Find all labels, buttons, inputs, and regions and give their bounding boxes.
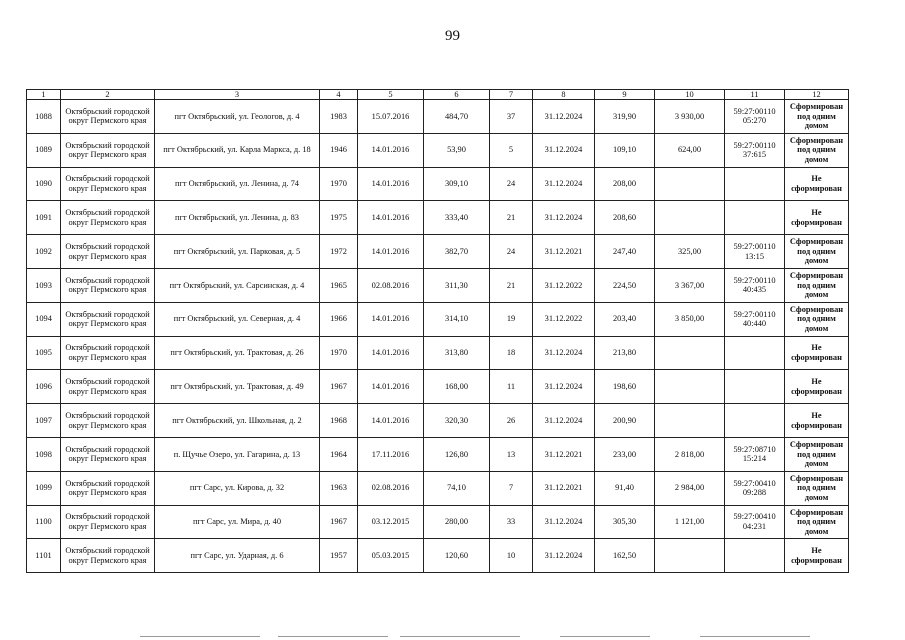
- date: 15.07.2016: [358, 100, 424, 134]
- column-header-7: 7: [490, 90, 533, 100]
- residents: 10: [490, 539, 533, 573]
- municipality: Октябрьский городской округ Пермского края: [61, 471, 155, 505]
- cadastral-number: 59:27:00410 04:231: [725, 505, 785, 539]
- date: 02.08.2016: [358, 471, 424, 505]
- cadastral-number: 59:27:00110 37:615: [725, 133, 785, 167]
- land-area: 624,00: [655, 133, 725, 167]
- land-status: Сформирован под одним домом: [785, 100, 849, 134]
- row-number: 1088: [27, 100, 61, 134]
- table-row: [27, 370, 849, 404]
- area-2: 208,60: [595, 201, 655, 235]
- land-area: [655, 201, 725, 235]
- address: пгт Сарс, ул. Ударная, д. 6: [155, 539, 320, 573]
- table-row: [27, 100, 849, 134]
- table-row: [27, 235, 849, 269]
- land-status: Сформирован под одним домом: [785, 268, 849, 302]
- deadline: 31.12.2024: [533, 100, 595, 134]
- cadastral-number: [725, 336, 785, 370]
- table-body: [27, 100, 849, 573]
- area-2: 224,50: [595, 268, 655, 302]
- area: 168,00: [424, 370, 490, 404]
- row-number: 1097: [27, 404, 61, 438]
- land-status: Сформирован под одним домом: [785, 471, 849, 505]
- date: 02.08.2016: [358, 268, 424, 302]
- deadline: 31.12.2024: [533, 133, 595, 167]
- row-number: 1096: [27, 370, 61, 404]
- year-built: 1968: [320, 404, 358, 438]
- residents: 26: [490, 404, 533, 438]
- address: пгт Октябрьский, ул. Парковая, д. 5: [155, 235, 320, 269]
- land-area: [655, 539, 725, 573]
- date: 05.03.2015: [358, 539, 424, 573]
- table-row: [27, 404, 849, 438]
- address: пгт Сарс, ул. Кирова, д. 32: [155, 471, 320, 505]
- address: п. Щучье Озеро, ул. Гагарина, д. 13: [155, 437, 320, 471]
- residents: 13: [490, 437, 533, 471]
- column-header-8: 8: [533, 90, 595, 100]
- residents: 5: [490, 133, 533, 167]
- municipality: Октябрьский городской округ Пермского края: [61, 235, 155, 269]
- area-2: 203,40: [595, 302, 655, 336]
- row-number: 1098: [27, 437, 61, 471]
- residents: 21: [490, 201, 533, 235]
- residents: 21: [490, 268, 533, 302]
- area-2: 213,80: [595, 336, 655, 370]
- area-2: 233,00: [595, 437, 655, 471]
- land-status: Сформирован под одним домом: [785, 437, 849, 471]
- address: пгт Октябрьский, ул. Школьная, д. 2: [155, 404, 320, 438]
- residents: 24: [490, 235, 533, 269]
- area-2: 319,90: [595, 100, 655, 134]
- year-built: 1970: [320, 167, 358, 201]
- cadastral-number: 59:27:08710 15:214: [725, 437, 785, 471]
- municipality: Октябрьский городской округ Пермского края: [61, 437, 155, 471]
- land-status: Не сформирован: [785, 404, 849, 438]
- area: 320,30: [424, 404, 490, 438]
- date: 14.01.2016: [358, 133, 424, 167]
- column-header-11: 11: [725, 90, 785, 100]
- land-area: 325,00: [655, 235, 725, 269]
- cadastral-number: [725, 167, 785, 201]
- land-area: 1 121,00: [655, 505, 725, 539]
- row-number: 1101: [27, 539, 61, 573]
- table-row: [27, 133, 849, 167]
- municipality: Октябрьский городской округ Пермского края: [61, 505, 155, 539]
- year-built: 1975: [320, 201, 358, 235]
- address: пгт Октябрьский, ул. Геологов, д. 4: [155, 100, 320, 134]
- date: 14.01.2016: [358, 167, 424, 201]
- land-status: Сформирован под одним домом: [785, 302, 849, 336]
- column-header-1: 1: [27, 90, 61, 100]
- area: 382,70: [424, 235, 490, 269]
- table-row: [27, 201, 849, 235]
- cadastral-number: 59:27:00110 40:435: [725, 268, 785, 302]
- column-header-5: 5: [358, 90, 424, 100]
- page-number: 99: [445, 28, 460, 44]
- date: 03.12.2015: [358, 505, 424, 539]
- housing-register-table: [26, 89, 849, 573]
- area-2: 91,40: [595, 471, 655, 505]
- municipality: Октябрьский городской округ Пермского края: [61, 302, 155, 336]
- land-area: [655, 167, 725, 201]
- address: пгт Октябрьский, ул. Карла Маркса, д. 18: [155, 133, 320, 167]
- deadline: 31.12.2024: [533, 370, 595, 404]
- date: 14.01.2016: [358, 302, 424, 336]
- table-row: [27, 437, 849, 471]
- address: пгт Октябрьский, ул. Северная, д. 4: [155, 302, 320, 336]
- area-2: 208,00: [595, 167, 655, 201]
- cadastral-number: 59:27:00110 05:270: [725, 100, 785, 134]
- row-number: 1100: [27, 505, 61, 539]
- cadastral-number: [725, 404, 785, 438]
- date: 14.01.2016: [358, 404, 424, 438]
- area: 126,80: [424, 437, 490, 471]
- area: 120,60: [424, 539, 490, 573]
- municipality: Октябрьский городской округ Пермского края: [61, 539, 155, 573]
- table-row: [27, 268, 849, 302]
- row-number: 1090: [27, 167, 61, 201]
- address: пгт Октябрьский, ул. Ленина, д. 83: [155, 201, 320, 235]
- deadline: 31.12.2021: [533, 471, 595, 505]
- deadline: 31.12.2024: [533, 201, 595, 235]
- area: 313,80: [424, 336, 490, 370]
- area: 309,10: [424, 167, 490, 201]
- address: пгт Октябрьский, ул. Сарсинская, д. 4: [155, 268, 320, 302]
- year-built: 1963: [320, 471, 358, 505]
- land-area: [655, 336, 725, 370]
- date: 17.11.2016: [358, 437, 424, 471]
- cadastral-number: 59:27:00410 09:288: [725, 471, 785, 505]
- date: 14.01.2016: [358, 370, 424, 404]
- land-area: 3 850,00: [655, 302, 725, 336]
- table-row: [27, 302, 849, 336]
- land-status: Сформирован под одним домом: [785, 505, 849, 539]
- area-2: 247,40: [595, 235, 655, 269]
- deadline: 31.12.2021: [533, 437, 595, 471]
- year-built: 1972: [320, 235, 358, 269]
- row-number: 1099: [27, 471, 61, 505]
- land-area: 2 984,00: [655, 471, 725, 505]
- area-2: 198,60: [595, 370, 655, 404]
- cadastral-number: [725, 370, 785, 404]
- municipality: Октябрьский городской округ Пермского края: [61, 336, 155, 370]
- column-header-9: 9: [595, 90, 655, 100]
- land-status: Не сформирован: [785, 539, 849, 573]
- land-status: Сформирован под одним домом: [785, 133, 849, 167]
- municipality: Октябрьский городской округ Пермского края: [61, 100, 155, 134]
- year-built: 1983: [320, 100, 358, 134]
- address: пгт Октябрьский, ул. Трактовая, д. 26: [155, 336, 320, 370]
- year-built: 1964: [320, 437, 358, 471]
- area-2: 162,50: [595, 539, 655, 573]
- row-number: 1092: [27, 235, 61, 269]
- year-built: 1965: [320, 268, 358, 302]
- address: пгт Октябрьский, ул. Ленина, д. 74: [155, 167, 320, 201]
- residents: 33: [490, 505, 533, 539]
- area: 484,70: [424, 100, 490, 134]
- land-status: Сформирован под одним домом: [785, 235, 849, 269]
- municipality: Октябрьский городской округ Пермского края: [61, 268, 155, 302]
- deadline: 31.12.2024: [533, 539, 595, 573]
- municipality: Октябрьский городской округ Пермского края: [61, 167, 155, 201]
- table-row: [27, 167, 849, 201]
- deadline: 31.12.2021: [533, 235, 595, 269]
- column-header-2: 2: [61, 90, 155, 100]
- year-built: 1967: [320, 505, 358, 539]
- cadastral-number: 59:27:00110 40:440: [725, 302, 785, 336]
- row-number: 1091: [27, 201, 61, 235]
- year-built: 1966: [320, 302, 358, 336]
- municipality: Октябрьский городской округ Пермского края: [61, 404, 155, 438]
- residents: 19: [490, 302, 533, 336]
- residents: 37: [490, 100, 533, 134]
- area: 280,00: [424, 505, 490, 539]
- land-area: [655, 370, 725, 404]
- footer-line: [700, 636, 810, 637]
- cadastral-number: [725, 539, 785, 573]
- area: 333,40: [424, 201, 490, 235]
- cadastral-number: [725, 201, 785, 235]
- municipality: Октябрьский городской округ Пермского края: [61, 370, 155, 404]
- land-area: 3 930,00: [655, 100, 725, 134]
- deadline: 31.12.2022: [533, 268, 595, 302]
- area-2: 200,90: [595, 404, 655, 438]
- municipality: Октябрьский городской округ Пермского края: [61, 201, 155, 235]
- deadline: 31.12.2024: [533, 167, 595, 201]
- area-2: 305,30: [595, 505, 655, 539]
- row-number: 1095: [27, 336, 61, 370]
- table-row: [27, 505, 849, 539]
- row-number: 1093: [27, 268, 61, 302]
- date: 14.01.2016: [358, 235, 424, 269]
- footer-line: [400, 636, 520, 637]
- column-header-4: 4: [320, 90, 358, 100]
- land-status: Не сформирован: [785, 336, 849, 370]
- deadline: 31.12.2022: [533, 302, 595, 336]
- residents: 11: [490, 370, 533, 404]
- year-built: 1967: [320, 370, 358, 404]
- footer-line: [560, 636, 650, 637]
- land-area: [655, 404, 725, 438]
- land-status: Не сформирован: [785, 201, 849, 235]
- table-row: [27, 539, 849, 573]
- land-area: 3 367,00: [655, 268, 725, 302]
- land-area: 2 818,00: [655, 437, 725, 471]
- column-header-10: 10: [655, 90, 725, 100]
- residents: 18: [490, 336, 533, 370]
- footer-line: [278, 636, 388, 637]
- column-header-6: 6: [424, 90, 490, 100]
- cadastral-number: 59:27:00110 13:15: [725, 235, 785, 269]
- deadline: 31.12.2024: [533, 505, 595, 539]
- table-row: [27, 471, 849, 505]
- table-row: [27, 336, 849, 370]
- residents: 24: [490, 167, 533, 201]
- date: 14.01.2016: [358, 201, 424, 235]
- date: 14.01.2016: [358, 336, 424, 370]
- address: пгт Октябрьский, ул. Трактовая, д. 49: [155, 370, 320, 404]
- address: пгт Сарс, ул. Мира, д. 40: [155, 505, 320, 539]
- area: 53,90: [424, 133, 490, 167]
- column-header-3: 3: [155, 90, 320, 100]
- year-built: 1970: [320, 336, 358, 370]
- row-number: 1094: [27, 302, 61, 336]
- year-built: 1957: [320, 539, 358, 573]
- footer-line: [140, 636, 260, 637]
- column-header-12: 12: [785, 90, 849, 100]
- land-status: Не сформирован: [785, 167, 849, 201]
- municipality: Октябрьский городской округ Пермского края: [61, 133, 155, 167]
- deadline: 31.12.2024: [533, 404, 595, 438]
- header-row: [27, 90, 849, 100]
- year-built: 1946: [320, 133, 358, 167]
- area: 311,30: [424, 268, 490, 302]
- land-status: Не сформирован: [785, 370, 849, 404]
- area-2: 109,10: [595, 133, 655, 167]
- area: 314,10: [424, 302, 490, 336]
- area: 74,10: [424, 471, 490, 505]
- residents: 7: [490, 471, 533, 505]
- row-number: 1089: [27, 133, 61, 167]
- deadline: 31.12.2024: [533, 336, 595, 370]
